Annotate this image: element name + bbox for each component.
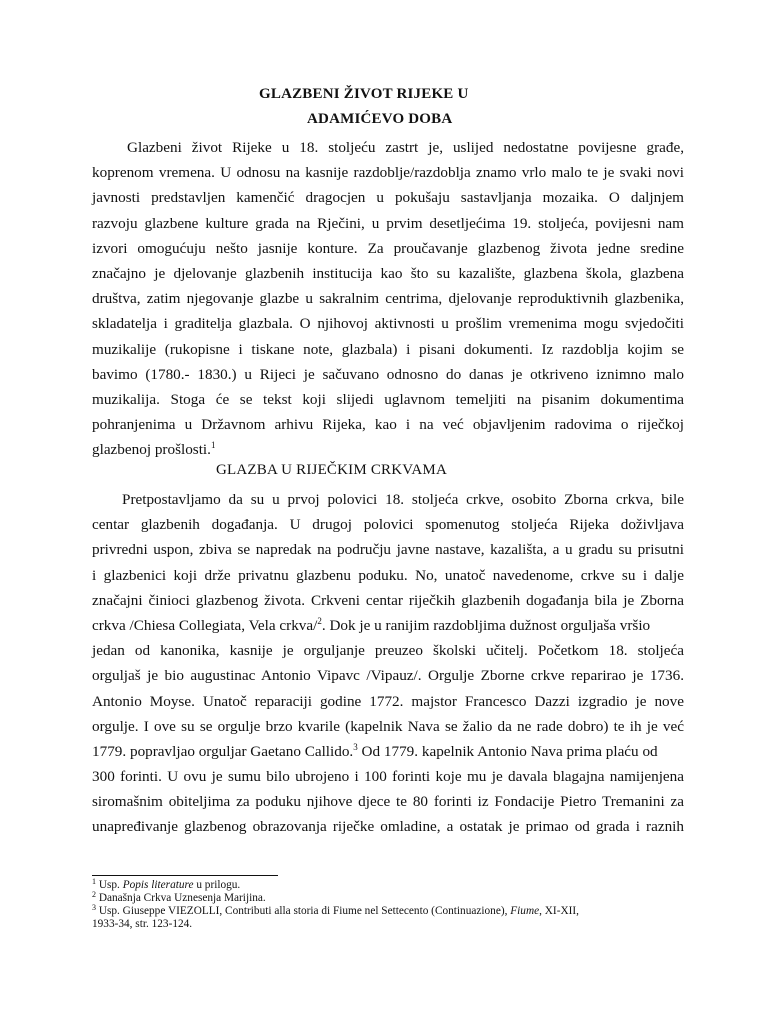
footnote-number: 2	[92, 890, 96, 899]
footnote-text: Usp. Giuseppe VIEZOLLI, Contributi alla storia di Fiume nel Settecento (Continuazione),	[98, 905, 511, 917]
text-line: muzikalije (rukopisne i tiskane note, glazbala) i pisani dokumenti. Iz razdoblja kojim se	[92, 340, 684, 358]
text-line: 300 forinti. U ovu je sumu bilo ubrojeno i 100 forinti koje mu je davala blagajna namijenjena	[92, 768, 684, 786]
document-title-line1: GLAZBENI ŽIVOT RIJEKE U	[259, 86, 469, 102]
document-title-line2: ADAMIĆEVO DOBA	[307, 111, 453, 127]
footnotes	[92, 879, 684, 931]
footnote-italic: Popis literature	[122, 879, 194, 891]
text-line: siromašnim obiteljima za poduku njihove djece te 80 forinti iz Fondacije Pietro Tremanini za	[92, 793, 684, 811]
footnote-number: 1	[92, 877, 96, 886]
text-line: društva, zatim njegovanje glazbe u sakralnim centrima, djelovanje reproduktivnih glazbenika,	[92, 290, 684, 308]
text-segment: . Dok je u ranijim razdobljima dužnost orguljaša vršio	[321, 616, 651, 634]
footnote-1	[92, 879, 684, 892]
text-line: značajno je djelovanje glazbenih institucija kao što su kazalište, glazbena škola, glazbena	[92, 264, 684, 282]
paragraph-churches	[92, 487, 684, 840]
footnote-marker-3: 3	[353, 741, 358, 752]
text-line: unapređivanje glazbenog obrazovanja riječke omladine, a ostatak je primao od grada i raznih	[92, 818, 684, 836]
text-line: pohranjenima u Državnom arhivu Rijeka, kao i na već objavljenim radovima o riječkoj	[92, 416, 684, 434]
footnote-2	[92, 892, 684, 905]
text-line: Pretpostavljamo da su u prvoj polovici 18. stoljeća crkve, osobito Zborna crkva, bile	[122, 491, 684, 508]
text-line: Antonio Moyse. Unatoč reparaciji godine 1772. majstor Francesco Dazzi izgradio je nove	[92, 692, 684, 710]
text-segment: glazbenoj prošlosti.	[92, 441, 211, 459]
footnote-text: Današnja Crkva Uznesenja Marijina.	[98, 892, 266, 904]
text-line: i glazbenici koji drže privatnu glazbenu poduku. No, unatoč navedenome, crkve su i dalje	[92, 566, 684, 584]
footnote-text: Usp.	[98, 879, 123, 891]
text-line: orgulje. I ove su se orgulje brzo kvarile (kapelnik Nava se žalio da ne rade dobro) te ih je već	[92, 717, 684, 735]
footnote-3-continued: 1933-34, str. 123-124.	[92, 918, 193, 930]
text-line: značajni činioci glazbenog života. Crkveni centar riječkih glazbenih događanja bila je Zborna	[92, 591, 684, 609]
footnote-marker-1: 1	[210, 440, 216, 451]
text-line-last	[92, 437, 684, 462]
text-line: privredni uspon, zbiva se napredak na području javne nastave, kazališta, a u gradu su prisutni	[92, 541, 684, 559]
text-line: bavimo (1780.- 1830.) u Rijeci je sačuvano odnosno do danas je otkriveno iznimno malo	[92, 365, 684, 383]
footnote-number: 3	[92, 903, 96, 912]
text-line: skladatelja i graditelja glazbala. O njihovoj aktivnosti u prošlim vremenima mogu svjedočiti	[92, 315, 684, 333]
footnote-3	[92, 905, 684, 918]
text-line: centar glazbenih događanja. U drugoj polovici spomenutog stoljeća Rijeka doživljava	[92, 516, 684, 534]
footnote-marker-2: 2	[317, 615, 322, 626]
text-line: orguljaš je bio augustinac Antonio Vipavc /Vipauz/. Orgulje Zborne crkve reparirao je 1736.	[92, 667, 684, 685]
text-line: koprenom vremena. U odnosu na kasnije razdoblje/razdoblja znamo vrlo malo te je svaki novi	[92, 164, 684, 182]
paragraph-intro	[92, 135, 684, 462]
text-line: jedan od kanonika, kasnije je orguljanje preuzeo školski učitelj. Početkom 18. stoljeća	[92, 642, 684, 660]
text-line: javnosti predstavljen kamenčić dragocjen u pokušaju sastavljanja mozaika. O daljnjem	[92, 189, 684, 207]
text-segment: Od 1779. kapelnik Antonio Nava prima plaću od	[357, 742, 658, 760]
text-line-with-footnote	[92, 613, 684, 638]
text-line: muzikalija. Stoga će se tekst koji slijedi uglavnom temeljiti na pisanim dokumentima	[92, 390, 684, 408]
footnote-separator	[92, 875, 278, 876]
text-line: Glazbeni život Rijeke u 18. stoljeću zastrt je, uslijed nedostatne povijesne građe,	[127, 139, 684, 156]
footnote-text: , XI-XII,	[539, 905, 579, 917]
text-segment: crkva /Chiesa Collegiata, Vela crkva/	[92, 616, 318, 634]
footnote-text: u prilogu.	[193, 879, 241, 891]
text-segment: 1779. popravljao orguljar Gaetano Callido.	[92, 742, 354, 760]
footnote-italic: Fiume	[510, 905, 540, 917]
text-line: izvori omogućuju nešto jasnije konture. Za proučavanje glazbenog života jedne sredine	[92, 239, 684, 257]
section-heading: GLAZBA U RIJEČKIM CRKVAMA	[216, 462, 447, 478]
text-line: razvoju glazbene kulture grada na Rječini, u prvim desetljećima 19. stoljeća, povijesni nam	[92, 214, 684, 232]
text-line-with-footnote	[92, 739, 684, 764]
